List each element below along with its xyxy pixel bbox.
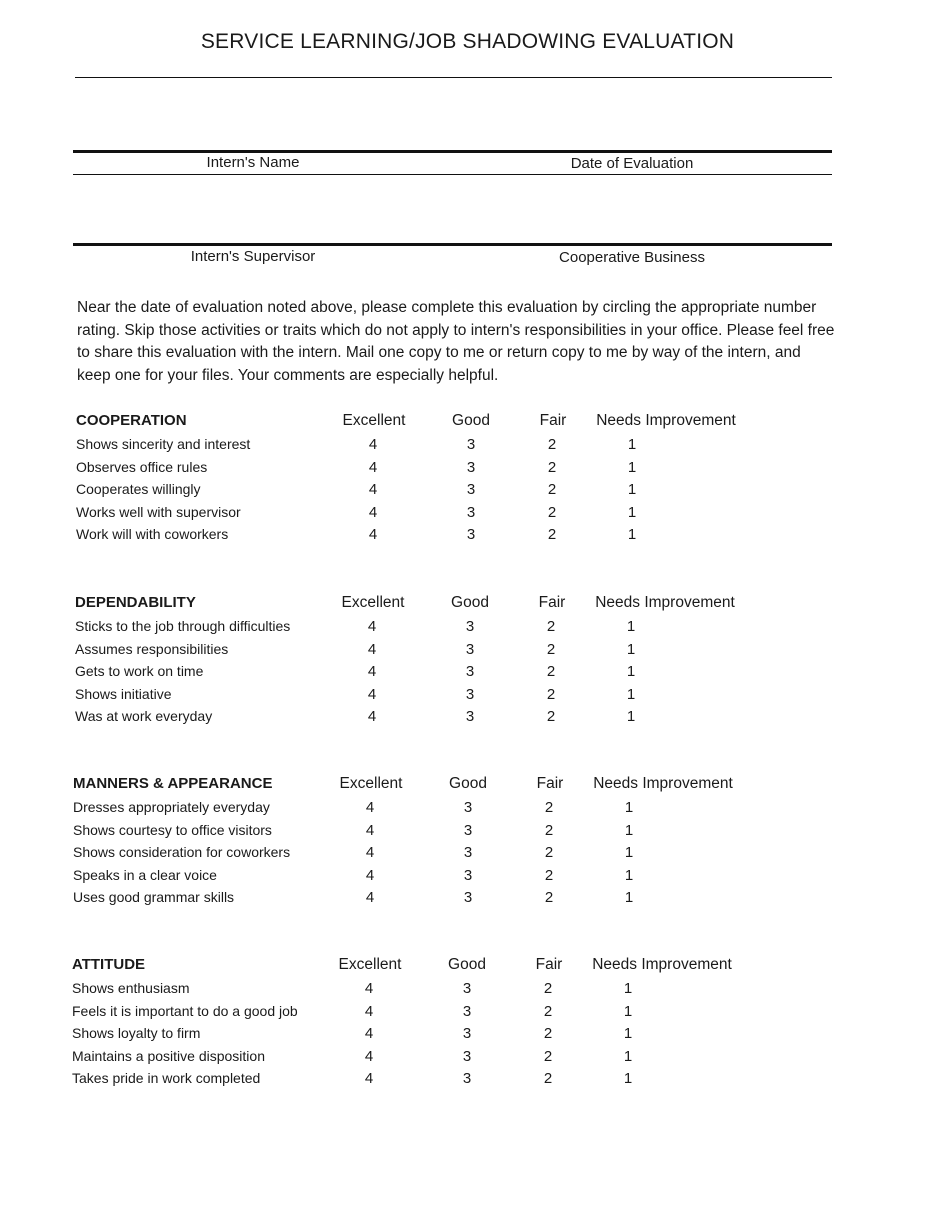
- rating-row-label: Takes pride in work completed: [72, 1070, 261, 1087]
- manners-and-appearance-section: [73, 775, 773, 915]
- rating-row-label: Works well with supervisor: [76, 503, 241, 520]
- date-of-evaluation-label: Date of Evaluation: [570, 155, 694, 172]
- intern-supervisor-label: Intern's Supervisor: [190, 248, 316, 265]
- intern-name-date-line[interactable]: [73, 150, 832, 153]
- dependability-section: [75, 594, 775, 734]
- rating-header-good: Good: [448, 956, 486, 973]
- rating-row-label: Observes office rules: [76, 458, 208, 475]
- rating-option-needs-improvement[interactable]: 1: [624, 866, 634, 884]
- rating-row-label: Shows loyalty to firm: [72, 1025, 201, 1042]
- rating-option-needs-improvement[interactable]: 1: [624, 889, 634, 907]
- rating-option-excellent[interactable]: 4: [367, 640, 377, 658]
- rating-option-fair[interactable]: 2: [544, 866, 554, 884]
- section-title: DEPENDABILITY: [75, 594, 196, 611]
- rating-option-fair[interactable]: 2: [544, 821, 554, 839]
- rating-header-needs-improvement: Needs Improvement: [593, 775, 733, 792]
- rating-row-label: Shows enthusiasm: [72, 980, 190, 996]
- rating-row-label: Shows consideration for coworkers: [73, 844, 291, 861]
- supervisor-business-line[interactable]: [73, 243, 832, 246]
- rating-option-fair[interactable]: 2: [544, 844, 554, 862]
- rating-option-excellent[interactable]: 4: [367, 663, 377, 681]
- rating-option-good[interactable]: 3: [465, 640, 475, 658]
- rating-option-excellent[interactable]: 4: [368, 503, 378, 521]
- rating-option-needs-improvement[interactable]: 1: [627, 458, 637, 476]
- rating-row-label: Sticks to the job through difficulties: [75, 618, 291, 634]
- rating-option-good[interactable]: 3: [465, 685, 475, 703]
- rating-row: [76, 436, 776, 458]
- rating-row-label: Gets to work on time: [75, 663, 204, 680]
- section-title: COOPERATION: [76, 412, 187, 429]
- rating-option-needs-improvement[interactable]: 1: [623, 1002, 633, 1020]
- rating-option-fair[interactable]: 2: [547, 526, 557, 544]
- rating-header-needs-improvement: Needs Improvement: [592, 956, 732, 973]
- rating-option-good[interactable]: 3: [466, 481, 476, 499]
- rating-option-excellent[interactable]: 4: [365, 821, 375, 839]
- rating-option-needs-improvement[interactable]: 1: [624, 844, 634, 862]
- rating-row-label: Feels it is important to do a good job: [72, 1002, 298, 1019]
- rating-option-excellent[interactable]: 4: [365, 844, 375, 862]
- rating-option-excellent[interactable]: 4: [368, 526, 378, 544]
- rating-row: [75, 708, 775, 730]
- rating-row-label: Maintains a positive disposition: [72, 1047, 265, 1064]
- rating-row: [73, 844, 773, 866]
- rating-row: [72, 1070, 772, 1092]
- rating-option-excellent[interactable]: 4: [367, 708, 377, 726]
- rating-option-good[interactable]: 3: [466, 436, 476, 453]
- cooperative-business-label: Cooperative Business: [559, 249, 705, 266]
- rating-option-excellent[interactable]: 4: [364, 1025, 374, 1043]
- rating-option-good[interactable]: 3: [465, 708, 475, 726]
- rating-option-good[interactable]: 3: [462, 1002, 472, 1020]
- rating-header-good: Good: [449, 775, 487, 792]
- rating-option-good[interactable]: 3: [465, 618, 475, 635]
- rating-row: [75, 686, 775, 708]
- rating-row-label: Speaks in a clear voice: [73, 866, 217, 883]
- rating-header-fair: Fair: [538, 594, 566, 611]
- section-title: MANNERS & APPEARANCE: [73, 775, 273, 792]
- rating-row: [76, 481, 776, 503]
- rating-row: [76, 459, 776, 481]
- attitude-section: [72, 956, 772, 1096]
- rating-row-label: Assumes responsibilities: [75, 640, 229, 657]
- rating-row: [75, 641, 775, 663]
- rating-option-excellent[interactable]: 4: [365, 799, 375, 816]
- rating-option-needs-improvement[interactable]: 1: [627, 481, 637, 499]
- title-underline: [75, 77, 832, 78]
- rating-option-good[interactable]: 3: [462, 1025, 472, 1043]
- rating-option-fair[interactable]: 2: [546, 663, 556, 681]
- rating-row: [76, 526, 776, 548]
- rating-option-fair[interactable]: 2: [546, 685, 556, 703]
- rating-option-good[interactable]: 3: [463, 799, 473, 816]
- rating-row-label: Shows courtesy to office visitors: [73, 821, 272, 838]
- rating-option-fair[interactable]: 2: [543, 1070, 553, 1088]
- rating-option-needs-improvement[interactable]: 1: [626, 663, 636, 681]
- rating-header-needs-improvement: Needs Improvement: [595, 594, 735, 611]
- rating-option-fair[interactable]: 2: [543, 980, 553, 997]
- rating-option-excellent[interactable]: 4: [364, 1002, 374, 1020]
- rating-row-label: Dresses appropriately everyday: [73, 799, 270, 815]
- rating-option-needs-improvement[interactable]: 1: [627, 503, 637, 521]
- rating-header-fair: Fair: [539, 412, 567, 429]
- rating-option-needs-improvement[interactable]: 1: [627, 436, 637, 453]
- rating-option-needs-improvement[interactable]: 1: [627, 526, 637, 544]
- rating-option-excellent[interactable]: 4: [367, 618, 377, 635]
- rating-option-needs-improvement[interactable]: 1: [626, 685, 636, 703]
- rating-option-excellent[interactable]: 4: [364, 1047, 374, 1065]
- rating-row-label: Shows initiative: [75, 685, 172, 702]
- rating-row: [73, 822, 773, 844]
- rating-option-excellent[interactable]: 4: [364, 1070, 374, 1088]
- rating-option-fair[interactable]: 2: [544, 799, 554, 816]
- rating-option-fair[interactable]: 2: [547, 436, 557, 453]
- rating-row: [72, 1048, 772, 1070]
- rating-option-fair[interactable]: 2: [543, 1047, 553, 1065]
- rating-option-fair[interactable]: 2: [546, 640, 556, 658]
- rating-row-label: Shows sincerity and interest: [76, 436, 251, 452]
- rating-header-fair: Fair: [535, 956, 563, 973]
- rating-row: [75, 618, 775, 640]
- rating-option-good[interactable]: 3: [463, 889, 473, 907]
- rating-row: [76, 504, 776, 526]
- rating-option-excellent[interactable]: 4: [364, 980, 374, 997]
- rating-option-needs-improvement[interactable]: 1: [623, 1047, 633, 1065]
- rating-option-good[interactable]: 3: [466, 526, 476, 544]
- rating-option-good[interactable]: 3: [463, 866, 473, 884]
- intern-name-underline: [73, 174, 832, 175]
- cooperation-section: [76, 412, 776, 552]
- rating-option-good[interactable]: 3: [463, 821, 473, 839]
- rating-header-good: Good: [452, 412, 490, 429]
- rating-header-good: Good: [451, 594, 489, 611]
- rating-option-good[interactable]: 3: [462, 1047, 472, 1065]
- rating-option-fair[interactable]: 2: [543, 1002, 553, 1020]
- rating-option-needs-improvement[interactable]: 1: [623, 1070, 633, 1088]
- rating-option-excellent[interactable]: 4: [365, 889, 375, 907]
- rating-header-excellent: Excellent: [338, 956, 402, 973]
- rating-option-excellent[interactable]: 4: [365, 866, 375, 884]
- rating-option-needs-improvement[interactable]: 1: [623, 980, 633, 997]
- rating-option-excellent[interactable]: 4: [368, 436, 378, 453]
- rating-row: [73, 889, 773, 911]
- rating-option-good[interactable]: 3: [466, 458, 476, 476]
- rating-row-label: Cooperates willingly: [76, 481, 201, 498]
- rating-option-good[interactable]: 3: [462, 980, 472, 997]
- rating-option-fair[interactable]: 2: [544, 889, 554, 907]
- rating-option-good[interactable]: 3: [465, 663, 475, 681]
- rating-option-good[interactable]: 3: [462, 1070, 472, 1088]
- rating-option-fair[interactable]: 2: [547, 458, 557, 476]
- rating-row-label: Work will with coworkers: [76, 526, 229, 543]
- rating-row: [72, 1025, 772, 1047]
- rating-option-fair[interactable]: 2: [547, 481, 557, 499]
- rating-row: [73, 867, 773, 889]
- rating-option-fair[interactable]: 2: [547, 503, 557, 521]
- rating-option-good[interactable]: 3: [463, 844, 473, 862]
- rating-row: [72, 1003, 772, 1025]
- rating-row: [75, 663, 775, 685]
- rating-row: [73, 799, 773, 821]
- rating-row: [72, 980, 772, 1002]
- rating-option-fair[interactable]: 2: [543, 1025, 553, 1043]
- rating-header-excellent: Excellent: [342, 412, 406, 429]
- instructions-paragraph: Near the date of evaluation noted above, please complete this evaluation by circling the appropriate number rating. Skip those activities or traits which do not apply to intern's responsibilities in your office. Please feel free to share this evaluation with the intern. Mail one copy to me or return copy to me by way of the intern, and keep one for your files. Your comments are especially helpful.: [77, 299, 835, 384]
- intern-name-label: Intern's Name: [206, 154, 300, 171]
- form-title: SERVICE LEARNING/JOB SHADOWING EVALUATION: [200, 30, 735, 53]
- rating-header-excellent: Excellent: [339, 775, 403, 792]
- rating-option-excellent[interactable]: 4: [368, 458, 378, 476]
- rating-row-label: Was at work everyday: [75, 708, 213, 725]
- rating-option-excellent[interactable]: 4: [367, 685, 377, 703]
- rating-header-fair: Fair: [536, 775, 564, 792]
- rating-option-needs-improvement[interactable]: 1: [626, 640, 636, 658]
- rating-header-excellent: Excellent: [341, 594, 405, 611]
- rating-row-label: Uses good grammar skills: [73, 889, 235, 906]
- rating-option-needs-improvement[interactable]: 1: [626, 618, 636, 635]
- rating-option-fair[interactable]: 2: [546, 618, 556, 635]
- rating-option-needs-improvement[interactable]: 1: [624, 799, 634, 816]
- rating-option-good[interactable]: 3: [466, 503, 476, 521]
- rating-option-fair[interactable]: 2: [546, 708, 556, 726]
- rating-option-needs-improvement[interactable]: 1: [626, 708, 636, 726]
- rating-header-needs-improvement: Needs Improvement: [596, 412, 736, 429]
- rating-option-excellent[interactable]: 4: [368, 481, 378, 499]
- rating-option-needs-improvement[interactable]: 1: [623, 1025, 633, 1043]
- rating-option-needs-improvement[interactable]: 1: [624, 821, 634, 839]
- section-title: ATTITUDE: [72, 956, 146, 973]
